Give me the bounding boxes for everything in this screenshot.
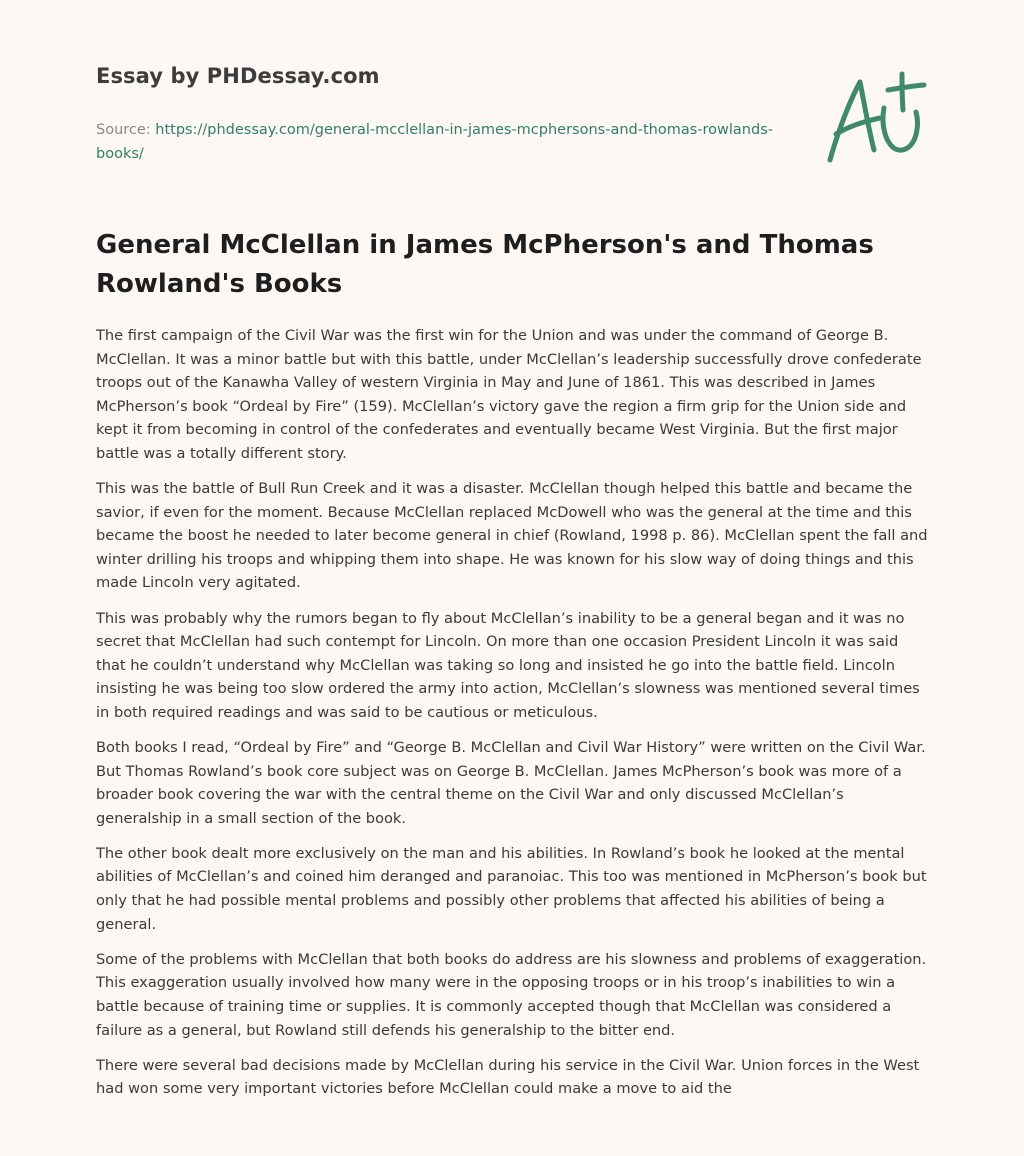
essay-body: [96, 324, 932, 1112]
source-link[interactable]: https://phdessay.com/general-mcclellan-in-james-mcphersons-and-thomas-rowlands-books/: [96, 122, 773, 162]
header: [96, 64, 796, 166]
paragraph: Some of the problems with McClellan that both books do address are his slowness and problems of exaggeration. This exaggeration usually involved how many were in the opposing troops or in his troop’s inabilities to win a battle because of training time or supplies. It is commonly accepted though that McClellan was considered a failure as a general, but Rowland still defends his generalship to the bitter end.: [96, 950, 927, 1039]
a-plus-logo-icon: [822, 68, 928, 166]
paragraph: The first campaign of the Civil War was the first win for the Union and was under the command of George B. McClellan. It was a minor battle but with this battle, under McClellan’s leadership successfully drove confederate troops out of the Kanawha Valley of western Virginia in May and June of 1861. This was described in James McPherson’s book “Ordeal by Fire” (159). McClellan’s victory gave the region a firm grip for the Union side and kept it from becoming in control of the confederates and eventually became West Virginia. But the first major battle was a totally different story.: [96, 327, 922, 462]
essay-title: General McClellan in James McPherson's and Thomas Rowland's Books: [96, 230, 874, 299]
paragraph: The other book dealt more exclusively on the man and his abilities. In Rowland’s book he looked at the mental abilities of McClellan’s and coined him deranged and paranoiac. This too was mentioned in McPherson’s book but only that he had possible mental problems and possibly other problems that affected his abilities of being a general.: [96, 844, 927, 933]
source-line: [96, 118, 796, 166]
source-label: Source:: [96, 122, 156, 138]
site-title: Essay by PHDessay.com: [96, 64, 380, 88]
paragraph: This was probably why the rumors began to fly about McClellan’s inability to be a general began and it was no secret that McClellan had such contempt for Lincoln. On more than one occasion President Lincoln it was said that he couldn’t understand why McClellan was taking so long and insisted he go into the battle field. Lincoln insisting he was being too slow ordered the army into action, McClellan’s slowness was mentioned several times in both required readings and was said to be cautious or meticulous.: [96, 609, 920, 721]
paragraph: There were several bad decisions made by McClellan during his service in the Civil War. Union forces in the West had won some very important victories before McClellan could make a move to aid the: [96, 1056, 920, 1098]
paragraph: This was the battle of Bull Run Creek and it was a disaster. McClellan though helped this battle and became the savior, if even for the moment. Because McClellan replaced McDowell who was the general at the time and this became the boost he needed to later become general in chief (Rowland, 1998 p. 86). McClellan spent the fall and winter drilling his troops and whipping them into shape. He was known for his slow way of doing things and this made Lincoln very agitated.: [96, 480, 928, 592]
paragraph: Both books I read, “Ordeal by Fire” and “George B. McClellan and Civil War History” were written on the Civil War. But Thomas Rowland’s book core subject was on George B. McClellan. James McPherson’s book was more of a broader book covering the war with the central theme on the Civil War and only discussed McClellan’s generalship in a small section of the book.: [96, 739, 926, 827]
